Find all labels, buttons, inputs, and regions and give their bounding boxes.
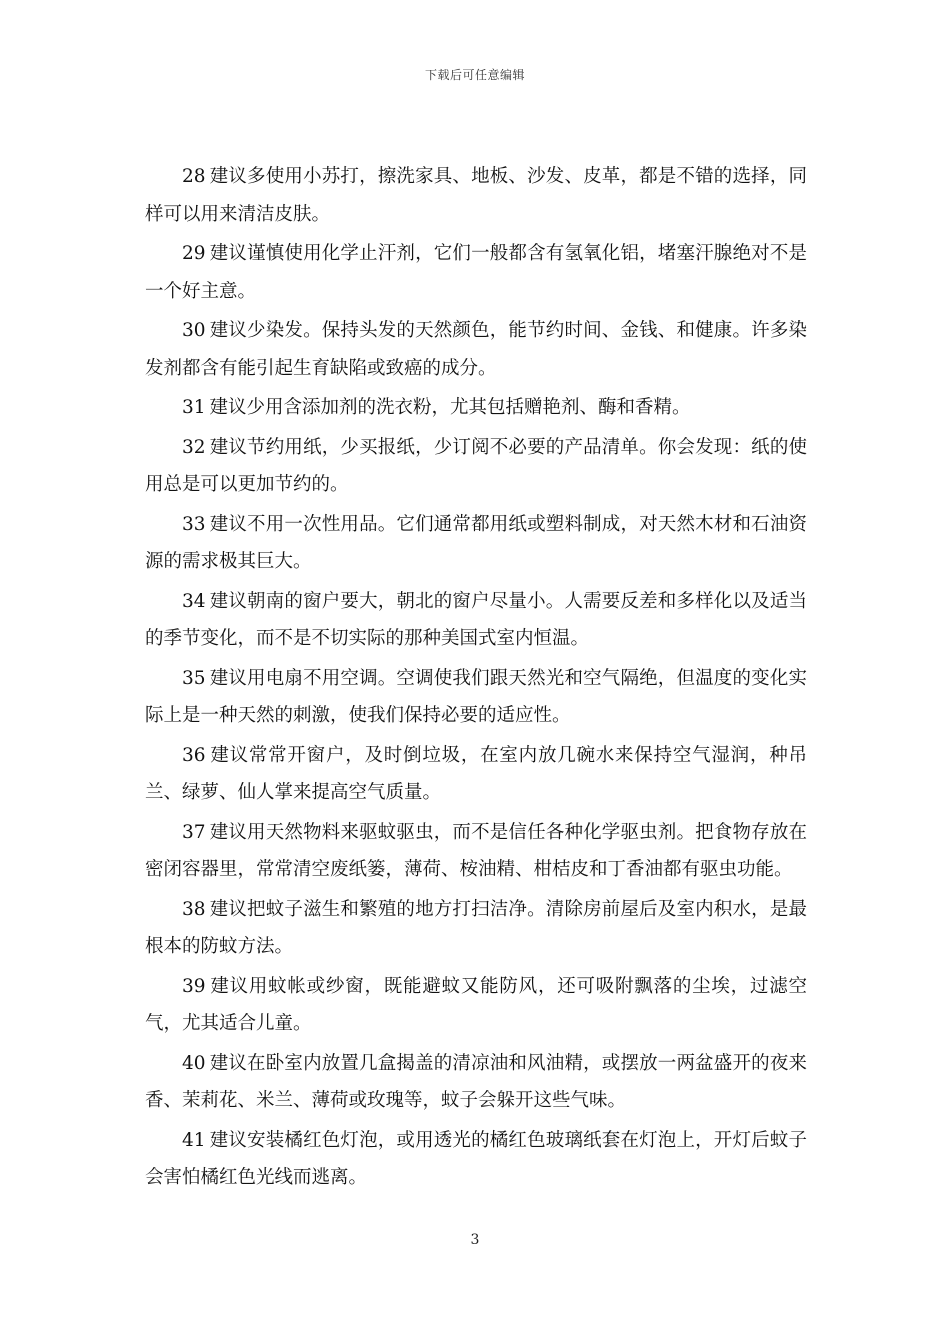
item-number: 32 xyxy=(182,436,206,458)
paragraph-text: 建议谨慎使用化学止汗剂，它们一般都含有氢氧化铝，堵塞汗腺绝对不是一个好主意。 xyxy=(145,243,807,302)
paragraph-39 xyxy=(145,968,807,1043)
item-number: 36 xyxy=(182,744,206,766)
paragraph-36 xyxy=(145,737,807,812)
paragraph-34 xyxy=(145,583,807,658)
item-number: 41 xyxy=(182,1129,206,1151)
paragraph-32 xyxy=(145,429,807,504)
item-number: 31 xyxy=(182,397,206,418)
paragraph-28 xyxy=(145,158,807,233)
paragraph-38 xyxy=(145,891,807,966)
paragraph-41 xyxy=(145,1122,807,1197)
paragraph-29 xyxy=(145,235,807,310)
paragraph-33 xyxy=(145,506,807,581)
item-number: 39 xyxy=(182,975,206,997)
item-number: 35 xyxy=(182,667,206,689)
paragraph-text: 建议用天然物料来驱蚊驱虫，而不是信任各种化学驱虫剂。把食物存放在密闭容器里，常常清空废纸篓，薄荷、桉油精、柑桔皮和丁香油都有驱虫功能。 xyxy=(145,821,807,880)
paragraph-text: 建议节约用纸，少买报纸，少订阅不必要的产品清单。你会发现：纸的使用总是可以更加节约的。 xyxy=(145,436,807,495)
document-body xyxy=(145,158,807,1199)
item-number: 37 xyxy=(182,821,206,843)
paragraph-text: 建议少染发。保持头发的天然颜色，能节约时间、金钱、和健康。许多染发剂都含有能引起生育缺陷或致癌的成分。 xyxy=(145,320,807,379)
paragraph-text: 建议安装橘红色灯泡，或用透光的橘红色玻璃纸套在灯泡上，开灯后蚊子会害怕橘红色光线而逃离。 xyxy=(145,1129,807,1188)
paragraph-text: 建议常常开窗户，及时倒垃圾，在室内放几碗水来保持空气湿润，种吊兰、绿萝、仙人掌来提高空气质量。 xyxy=(145,744,807,803)
item-number: 30 xyxy=(182,320,206,341)
paragraph-30 xyxy=(145,312,807,387)
page-header: 下载后可任意编辑 xyxy=(424,68,525,82)
item-number: 40 xyxy=(182,1052,206,1074)
paragraph-text: 建议在卧室内放置几盒揭盖的清凉油和风油精，或摆放一两盆盛开的夜来香、茉莉花、米兰、薄荷或玫瑰等，蚊子会躲开这些气味。 xyxy=(145,1052,807,1111)
item-number: 34 xyxy=(182,590,206,612)
paragraph-text: 建议用电扇不用空调。空调使我们跟天然光和空气隔绝，但温度的变化实际上是一种天然的刺激，使我们保持必要的适应性。 xyxy=(145,667,807,726)
page-number: 3 xyxy=(470,1232,480,1248)
paragraph-text: 建议不用一次性用品。它们通常都用纸或塑料制成，对天然木材和石油资源的需求极其巨大。 xyxy=(145,513,807,572)
item-number: 28 xyxy=(182,166,206,187)
paragraph-31 xyxy=(145,389,807,427)
paragraph-text: 建议少用含添加剂的洗衣粉，尤其包括赠艳剂、酶和香精。 xyxy=(209,397,691,418)
paragraph-text: 建议朝南的窗户要大，朝北的窗户尽量小。人需要反差和多样化以及适当的季节变化，而不是不切实际的那种美国式室内恒温。 xyxy=(145,590,807,649)
paragraph-40 xyxy=(145,1045,807,1120)
paragraph-text: 建议用蚊帐或纱窗，既能避蚊又能防风，还可吸附飘落的尘埃，过滤空气，尤其适合儿童。 xyxy=(145,975,807,1034)
paragraph-text: 建议把蚊子滋生和繁殖的地方打扫洁净。清除房前屋后及室内积水，是最根本的防蚊方法。 xyxy=(145,898,807,957)
item-number: 29 xyxy=(182,243,206,264)
item-number: 38 xyxy=(182,898,206,920)
paragraph-35 xyxy=(145,660,807,735)
paragraph-text: 建议多使用小苏打，擦洗家具、地板、沙发、皮革，都是不错的选择，同样可以用来清洁皮肤。 xyxy=(145,166,807,225)
item-number: 33 xyxy=(182,513,206,535)
paragraph-37 xyxy=(145,814,807,889)
